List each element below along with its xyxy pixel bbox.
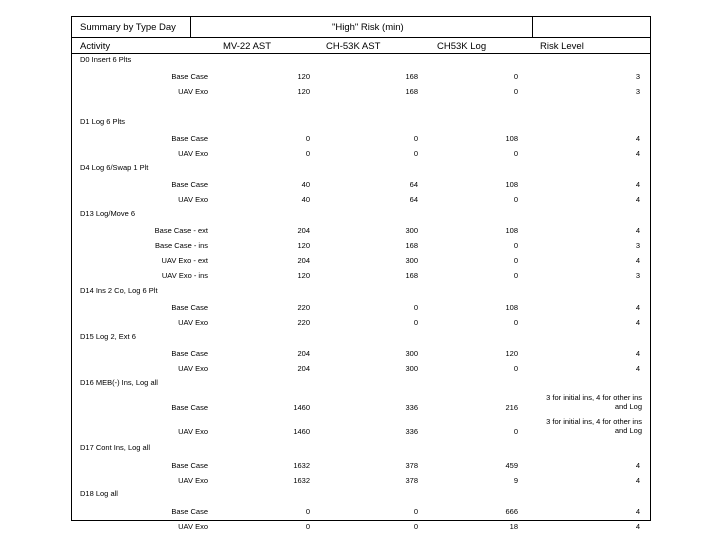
ch53k-ast-value: 168 (405, 72, 418, 81)
ch53k-log-value: 0 (513, 149, 518, 158)
ch53k-log-value: 0 (513, 72, 518, 81)
mv22-value: 204 (297, 364, 310, 373)
header-rule (72, 37, 650, 38)
ch53k-ast-value: 0 (413, 507, 418, 516)
mv22-value: 204 (297, 349, 310, 358)
mv22-value: 204 (297, 226, 310, 235)
table-row (72, 268, 650, 283)
ch53k-log-value: 0 (513, 318, 518, 327)
row-label: Base Case - ins (155, 241, 208, 250)
mv22-value: 220 (297, 318, 310, 327)
col-header-ch53k-log: CH53K Log (437, 41, 487, 52)
risk-level-value: 3 (635, 87, 640, 96)
ch53k-ast-value: 378 (405, 461, 418, 470)
mv22-value: 40 (301, 180, 310, 189)
ch53k-log-value: 0 (513, 364, 518, 373)
header-divider (532, 17, 533, 37)
ch53k-log-value: 18 (509, 522, 518, 531)
row-label: Base Case (171, 72, 208, 81)
row-label: Base Case (171, 507, 208, 516)
mv22-value: 40 (301, 195, 310, 204)
row-label: Base Case (171, 349, 208, 358)
ch53k-ast-value: 168 (405, 241, 418, 250)
col-header-mv22: MV-22 AST (223, 41, 272, 52)
ch53k-log-value: 120 (505, 349, 518, 358)
mv22-value: 1632 (293, 476, 310, 485)
ch53k-ast-value: 300 (405, 256, 418, 265)
row-label: UAV Exo (178, 149, 208, 158)
mv22-value: 0 (305, 507, 310, 516)
row-label: Base Case (171, 461, 208, 470)
row-label: UAV Exo (178, 318, 208, 327)
table-row (72, 177, 650, 192)
risk-level-value: 4 (635, 303, 640, 312)
table-row (72, 504, 650, 519)
ch53k-ast-value: 0 (413, 522, 418, 531)
table-row (72, 300, 650, 315)
table-row (72, 238, 650, 253)
summary-title: Summary by Type Day (80, 22, 176, 33)
mv22-value: 1632 (293, 461, 310, 470)
risk-level-value: 4 (635, 364, 640, 373)
row-label: Base Case (171, 303, 208, 312)
mv22-value: 220 (297, 303, 310, 312)
table-row (72, 458, 650, 473)
row-label: UAV Exo (178, 476, 208, 485)
table-row (72, 253, 650, 268)
group-label: D16 MEB(-) Ins, Log all (80, 378, 158, 387)
group-label: D4 Log 6/Swap 1 Plt (80, 163, 149, 172)
header-rule (72, 53, 650, 54)
group-label: D14 Ins 2 Co, Log 6 Plt (80, 286, 158, 295)
ch53k-log-value: 0 (513, 241, 518, 250)
summary-table (71, 16, 651, 531)
ch53k-ast-value: 300 (405, 349, 418, 358)
ch53k-log-value: 108 (505, 134, 518, 143)
risk-level-value: 4 (635, 349, 640, 358)
risk-level-value: 4 (635, 507, 640, 516)
mv22-value: 1460 (293, 403, 310, 412)
ch53k-ast-value: 0 (413, 149, 418, 158)
risk-level-value: 4 (635, 195, 640, 204)
group-label: D0 Insert 6 Plts (80, 55, 132, 64)
group-label: D1 Log 6 Plts (80, 117, 126, 126)
table-row (72, 131, 650, 146)
mv22-value: 120 (297, 87, 310, 96)
ch53k-ast-value: 0 (413, 318, 418, 327)
group-label: D17 Cont Ins, Log all (80, 443, 151, 452)
risk-level-value: 3 (635, 271, 640, 280)
row-label: UAV Exo (178, 427, 208, 436)
risk-level-value: 4 (635, 134, 640, 143)
ch53k-ast-value: 336 (405, 403, 418, 412)
ch53k-log-value: 108 (505, 180, 518, 189)
mv22-value: 0 (305, 134, 310, 143)
ch53k-ast-value: 168 (405, 271, 418, 280)
row-label: UAV Exo (178, 522, 208, 531)
group-label: D13 Log/Move 6 (80, 209, 136, 218)
table-row (72, 223, 650, 238)
ch53k-log-value: 666 (505, 507, 518, 516)
high-risk-title: "High" Risk (min) (332, 22, 404, 33)
ch53k-log-value: 0 (513, 271, 518, 280)
table-row (72, 146, 650, 161)
ch53k-log-value: 459 (505, 461, 518, 470)
mv22-value: 0 (305, 149, 310, 158)
risk-level-value: 3 (635, 72, 640, 81)
mv22-value: 1460 (293, 427, 310, 436)
ch53k-log-value: 0 (513, 427, 518, 436)
ch53k-ast-value: 64 (409, 180, 418, 189)
row-label: Base Case (171, 180, 208, 189)
table-row (72, 361, 650, 376)
ch53k-log-value: 108 (505, 226, 518, 235)
risk-level-value: 4 (635, 461, 640, 470)
risk-level-value: 4 (635, 180, 640, 189)
ch53k-log-value: 0 (513, 195, 518, 204)
ch53k-ast-value: 64 (409, 195, 418, 204)
row-label: UAV Exo (178, 364, 208, 373)
row-label: UAV Exo (178, 195, 208, 204)
col-header-activity: Activity (80, 41, 111, 52)
ch53k-ast-value: 0 (413, 303, 418, 312)
mv22-value: 120 (297, 271, 310, 280)
risk-level-value: 3 for initial ins, 4 for other ins and Log (546, 417, 642, 435)
ch53k-ast-value: 378 (405, 476, 418, 485)
row-label: Base Case (171, 403, 208, 412)
risk-level-value: 4 (635, 476, 640, 485)
table-row (72, 84, 650, 99)
header-divider (190, 17, 191, 37)
table-row (72, 69, 650, 84)
mv22-value: 204 (297, 256, 310, 265)
ch53k-log-value: 108 (505, 303, 518, 312)
ch53k-ast-value: 336 (405, 427, 418, 436)
row-label: UAV Exo (178, 87, 208, 96)
table-row (72, 473, 650, 488)
table-row (72, 519, 650, 534)
ch53k-ast-value: 0 (413, 134, 418, 143)
mv22-value: 0 (305, 522, 310, 531)
mv22-value: 120 (297, 241, 310, 250)
risk-level-value: 4 (635, 256, 640, 265)
col-header-risk-level: Risk Level (540, 41, 584, 52)
table-row (72, 418, 650, 442)
risk-level-value: 4 (635, 522, 640, 531)
ch53k-log-value: 9 (513, 476, 518, 485)
table-row (72, 192, 650, 207)
ch53k-log-value: 0 (513, 256, 518, 265)
group-label: D15 Log 2, Ext 6 (80, 332, 136, 341)
ch53k-ast-value: 300 (405, 364, 418, 373)
row-label: Base Case (171, 134, 208, 143)
row-label: UAV Exo - ext (161, 256, 208, 265)
mv22-value: 120 (297, 72, 310, 81)
risk-level-value: 4 (635, 226, 640, 235)
ch53k-log-value: 216 (505, 403, 518, 412)
ch53k-log-value: 0 (513, 87, 518, 96)
table-row (72, 394, 650, 418)
risk-level-value: 4 (635, 149, 640, 158)
table-row (72, 346, 650, 361)
risk-level-value: 3 (635, 241, 640, 250)
row-label: Base Case - ext (154, 226, 208, 235)
risk-level-value: 3 for initial ins, 4 for other ins and Log (546, 393, 642, 411)
col-header-ch53k-ast: CH-53K AST (326, 41, 381, 52)
group-label: D18 Log all (80, 489, 118, 498)
ch53k-ast-value: 300 (405, 226, 418, 235)
row-label: UAV Exo - ins (161, 271, 208, 280)
risk-level-value: 4 (635, 318, 640, 327)
table-row (72, 315, 650, 330)
ch53k-ast-value: 168 (405, 87, 418, 96)
